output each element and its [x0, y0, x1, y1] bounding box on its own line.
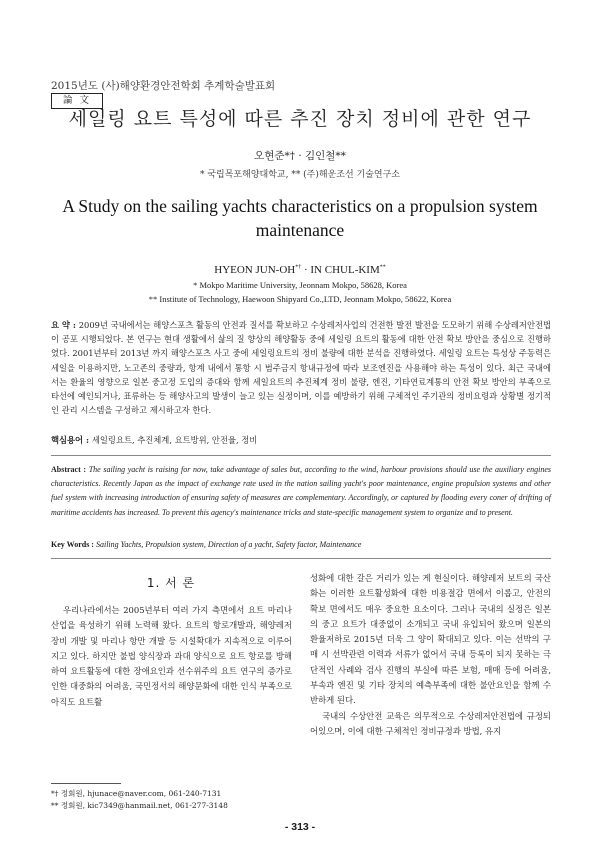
conference-header: 2015년도 (사)해양환경안전학회 추계학술발표회 — [51, 80, 276, 92]
author-separator: · — [301, 264, 311, 276]
author-2-mark: ** — [379, 264, 386, 271]
abstract-english — [51, 463, 551, 520]
footnote-1: *† 정회원, hjunace@naver.com, 061-240-7131 — [51, 789, 222, 798]
affiliation-english-2: ** Institute of Technology, Haewoon Shipyard Co.,LTD, Jeonnam Mokpo, 58622, Korea — [148, 294, 452, 304]
author-2: IN CHUL-KIM — [310, 264, 380, 276]
abstract-korean-label: 요 약 : — [51, 320, 79, 330]
author-1: HYEON JUN-OH — [214, 264, 296, 276]
body-paragraph: 국내의 수상안전 교육은 의무적으로 수상레저안전법에 규정되어있으며, 이에 대한 구체적인 정비규정과 방법, 유지 — [310, 710, 551, 736]
authors-korean: 오현준*† · 김인철** — [254, 150, 346, 162]
footnote-2: ** 정회원, kic7349@hanmail.net, 061-277-3148 — [51, 801, 228, 810]
paper-type-badge: 論 文 — [51, 93, 103, 109]
affiliation-korean: * 국립목포해양대학교, ** (주)해운조선 기술연구소 — [199, 170, 400, 180]
body-right-column — [310, 571, 551, 739]
title-korean: 세일링 요트 특성에 따른 추진 장치 정비에 관한 연구 — [68, 108, 532, 130]
abstract-english-label: Abstract : — [51, 465, 89, 474]
abstract-english-text: The sailing yacht is raising for now, take advantage of sales but, according to the wind, harbour provisions should use the auxiliary engines characteristics. Recently Japan as the impact of exchange rate used in the nation sailing yacht's poor maintenance, engine propulsion systems and other fuel system with increasing introduction of ensuring safety of measures are complementary. Accordingly, or captured by flooding every coner of drifting of maritime accidents has increased. To prevent this agency's maintenance tricks and state-specific management system to organize and to present. — [51, 465, 551, 517]
keywords-korean-text: 세일링요트, 추진체계, 요트방위, 안전율, 정비 — [91, 435, 258, 445]
author-1-mark: *† — [295, 264, 302, 271]
keywords-english — [51, 540, 551, 549]
keywords-english-label: Key Words : — [51, 540, 96, 549]
affiliation-english-1: * Mokpo Maritime University, Jeonnam Mokpo, 58628, Korea — [193, 280, 407, 290]
footnote-divider — [51, 783, 121, 784]
body-paragraph: 우리나라에서는 2005년부터 여러 가지 측면에서 요트 마리나 산업을 육성하기 위해 노력해 왔다. 요트의 항로개발과, 해양레저 장비 개발 및 마리나 항만 개발 등 시설확대가 지속적으로 이루어지고 있다. 하지만 불법 양식장과 과대 양식으로 요트 항로를 방해하여 요트활동에 대한 장애요인과 선수위주의 요트 연구의 증가로 인한 대중화의 어려움, 국민정서의 해양문화에 대한 인식 부족으로 아직도 요트활 — [51, 605, 292, 707]
body-left-column — [51, 603, 292, 710]
authors-english — [0, 264, 600, 276]
abstract-korean — [51, 318, 551, 417]
divider-top — [51, 455, 551, 456]
title-english: A Study on the sailing yachts characteristics on a propulsion system maintenance — [62, 196, 538, 240]
keywords-korean-label: 핵심용어 : — [51, 435, 92, 445]
abstract-korean-text: 2009년 국내에서는 해양스포츠 활동의 안전과 질서를 확보하고 수상레저사업의 건전한 발전 발전을 도모하기 위해 수상레저안전법이 공포 시행되었다. 본 연구는 현대 생활에서 삶의 질 향상의 해양활동 중에 세일링 요트의 활동에 대한 안전 확보 방안을 중심으로 진행하였다. 2001년부터 2013년 까지 해양스포츠 사고 중에 세일링요트의 정비 불량에 대한 분석을 진행하였다. 세일링 요트는 특성상 주동력은 세일을 이용하지만, 노고존의 중량과, 항계 내에서 통항 시 범주금지 항내규정에 따라 보조엔진을 사용해야 하는 특성이 있다. 최근 국내에서는 환율의 영향으로 일본 중고정 도입의 증대와 함께 세일요트의 추진체계 정비 불량, 엔진, 기타연료계통의 안전 확보 방안의 부족으로 타선에 예인되거나, 표류하는 등 해양사고의 발생이 늘고 있는 실정이며, 이를 예방하기 위해 구체적인 주기관의 정비요령과 상황별 정기적인 관리 시스템을 구성하고 제시하고자 한다. — [51, 320, 551, 416]
body-paragraph: 성화에 대한 갈은 거리가 있는 게 현실이다. 해양레저 보트의 국산화는 이러한 요트활성화에 대한 비용절감 면에서 이롭고, 안전의 확보 면에서도 매우 중요한 요소이다. 그러나 국내의 실정은 일본의 중고 요트가 대중없이 소개되고 국내 유입되어 왔으며 일본의 환율저하로 2015년 더욱 그 양이 확대되고 있다. 이는 선박의 구매 시 선박관련 이력과 서류가 없어서 국내 등록이 되지 못하는 극단적인 사례와 검사 진행의 부실에 따른 보험, 매매 등에 어려움, 부속과 엔진 및 기타 장치의 예측부족에 대한 불안요인을 함께 수반하게 된다. — [310, 573, 551, 706]
keywords-english-text: Sailing Yachts, Propulsion system, Direction of a yacht, Safety factor, Maintenance — [95, 540, 362, 549]
section-heading: 1. 서 론 — [146, 576, 196, 590]
keywords-korean — [51, 433, 551, 447]
divider-bottom — [51, 558, 551, 559]
page-number: - 313 - — [284, 821, 316, 833]
